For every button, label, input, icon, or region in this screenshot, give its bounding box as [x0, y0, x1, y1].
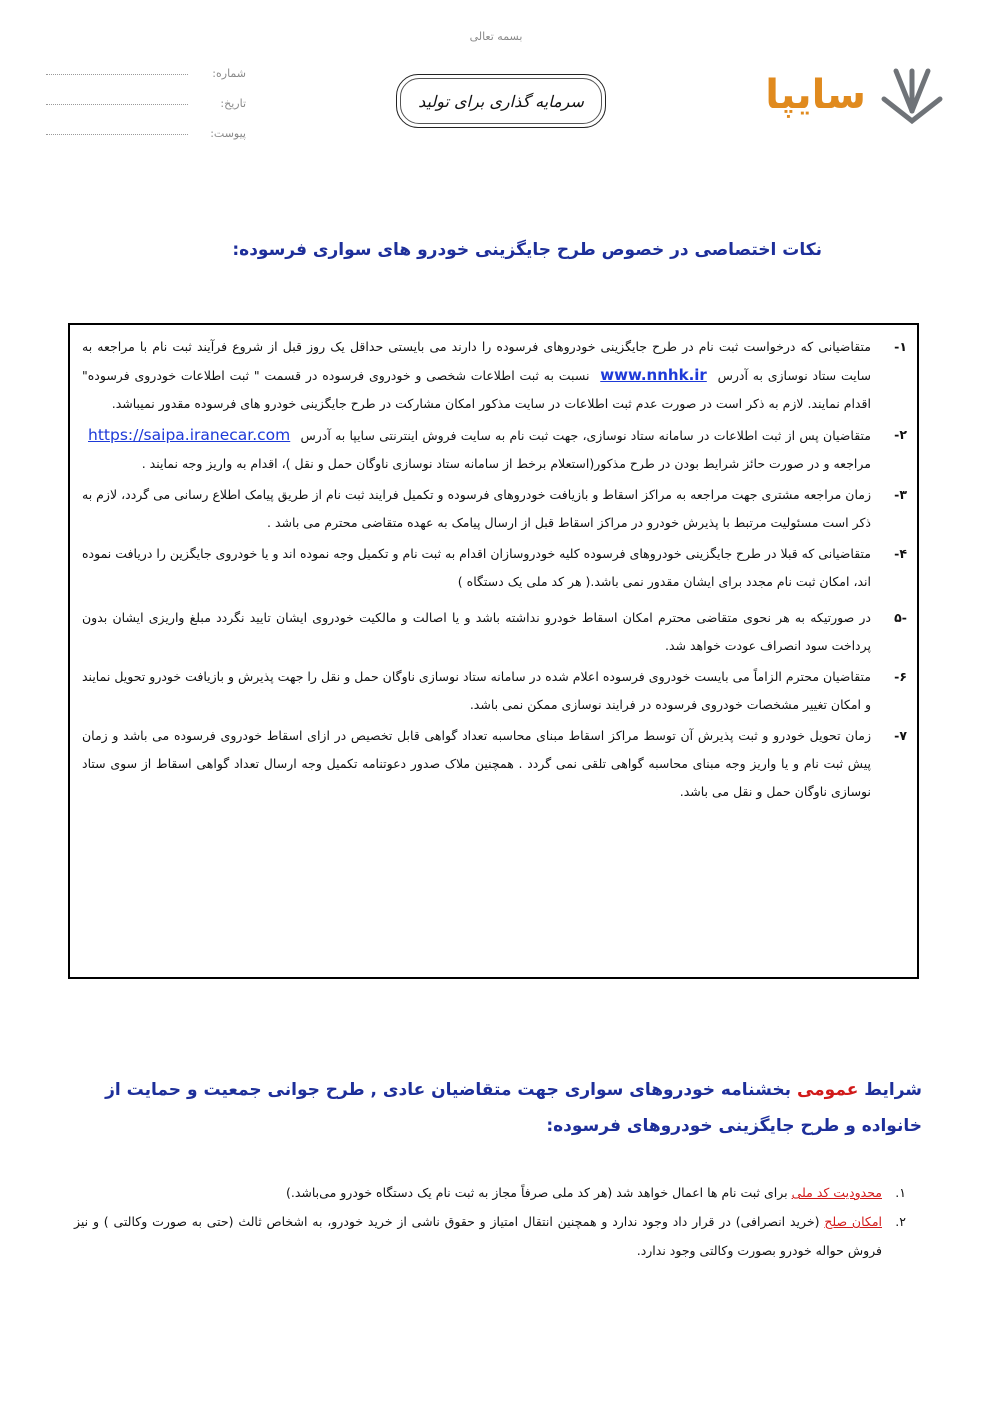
nnhk-link[interactable]: www.nnhk.ir — [600, 366, 707, 384]
letter-meta-fields — [46, 50, 246, 140]
note-number: ۶- — [894, 669, 907, 684]
highlight-term: امکان صلح — [824, 1214, 882, 1229]
note-number: -۵ — [894, 610, 907, 625]
list-item — [74, 1178, 914, 1207]
saipa-sales-link[interactable]: https://saipa.iranecar.com — [88, 426, 291, 444]
section-title-specific-notes: نکات اختصاصی در خصوص طرح جایگزینی خودرو های سواری فرسوده: — [232, 240, 822, 260]
section-title-general-conditions — [70, 1072, 922, 1144]
note-text-part: متقاضیانی که درخواست ثبت نام در طرح جایگزینی خودروهای فرسوده را دارند می بایستی حداقل یک روز قبل از شروع فرآیند ثبت نام با مراجعه به سایت ستاد نوسازی به آدرس — [82, 339, 871, 383]
note-text — [82, 333, 871, 418]
meta-row-number — [46, 50, 246, 80]
note-text: زمان مراجعه مشتری جهت مراجعه به مراکز اسقاط و بازیافت خودروهای فرسوده و تکمیل فرایند ثبت نام از طریق پیامک اطلاع رسانی می گردد، لازم به ذکر است مسئولیت مرتبط با پذیرش خودرو در مراکز اسقاط قبل از ارسال پیامک به عهده متقاضی محترم می باشد . — [82, 487, 871, 530]
note-item — [82, 333, 907, 418]
list-text-part: برای ثبت نام ها اعمال خواهد شد (هر کد ملی صرفاً مجاز به ثبت نام یک دستگاه خودرو می‌باشد.) — [285, 1185, 788, 1200]
list-number: ۲. — [895, 1214, 906, 1229]
meta-label-number: شماره: — [212, 67, 246, 80]
saipa-emblem-icon — [876, 59, 948, 131]
title-part: شرایط — [864, 1080, 922, 1100]
highlight-term: محدودیت کد ملی — [791, 1185, 882, 1200]
note-item — [82, 540, 907, 596]
note-text: زمان تحویل خودرو و ثبت پذیرش آن توسط مراکز اسقاط مبنای محاسبه تعداد گواهی قابل تخصیص در ازای اسقاط خودروی فرسوده می باشد و زمان پیش ثبت نام و یا واریز وجه مبنای محاسبه گواهی تلقی نمی گردد . همچنین ملاک صدور دعوتنامه تکمیل وجه ارسال تعداد گواهی اسقاط از سوی ستاد نوسازی ناوگان حمل و نقل می باشد. — [82, 728, 871, 799]
meta-line-date — [46, 96, 188, 105]
specific-notes-box — [68, 323, 919, 979]
note-text-part: متقاضیان پس از ثبت اطلاعات در سامانه ستاد نوسازی، جهت ثبت نام به سایت فروش اینترنتی سایپا به آدرس — [300, 428, 871, 443]
note-text-part: مراجعه و در صورت حائز شرایط بودن در طرح مذکور(استعلام برخط از سامانه ستاد نوسازی ناوگان حمل و نقل )، اقدام به واریز وجه نمایند . — [141, 456, 871, 471]
list-text — [74, 1207, 882, 1265]
bismillah-header: بسمه تعالی — [469, 30, 523, 43]
logo-text: سایپا — [765, 72, 866, 118]
note-item — [82, 421, 907, 478]
note-text — [82, 421, 871, 478]
note-item — [82, 481, 907, 537]
note-number: ۴- — [894, 546, 907, 561]
company-logo — [718, 58, 948, 132]
meta-row-attachment — [46, 110, 246, 140]
note-item — [82, 604, 907, 660]
meta-line-attachment — [46, 126, 188, 135]
note-item — [82, 663, 907, 719]
note-number: ۷- — [894, 728, 907, 743]
note-text-part: نسبت به ثبت اطلاعات شخصی و خودروی فرسوده در قسمت " ثبت اطلاعات خودروی فرسوده" اقدام نمایند. لازم به ذکر است در صورت عدم ثبت اطلاعات در سایت مذکور امکان مشارکت در طرح جایگزینی خودرو های فرسوده مقدور نمیباشد. — [82, 368, 871, 411]
general-conditions-list — [74, 1178, 914, 1265]
title-part: بخشنامه خودروهای سواری جهت متقاضیان عادی , طرح جوانی جمعیت و حمایت از خانواده و طرح جایگزینی خودروهای فرسوده: — [105, 1080, 922, 1136]
note-item — [82, 722, 907, 806]
title-emphasis: عمومی — [796, 1080, 859, 1100]
note-text: متقاضیانی که قبلا در طرح جایگزینی خودروهای فرسوده کلیه خودروسازان اقدام به ثبت نام و تکمیل وجه نموده اند و یا خودروی جایگزین را دریافت نموده اند، امکان ثبت نام مجدد برای ایشان مقدور نمی باشد.( هر کد ملی یک دستگاه ) — [82, 546, 871, 589]
note-text: متقاضیان محترم الزاماً می بایست خودروی فرسوده اعلام شده در سامانه ستاد نوسازی ناوگان حمل و نقل را جهت پذیرش و بازیافت خودرو تحویل نمایند و امکان تغییر مشخصات خودروی فرسوده در فرایند نوسازی ممکن نمی باشد. — [82, 669, 871, 712]
note-text: در صورتیکه به هر نحوی متقاضی محترم امکان اسقاط خودرو نداشته باشد و یا اصالت و مالکیت خودروی ایشان تایید نگردد مبلغ واریزی ایشان بدون پرداخت سود انصراف عودت خواهد شد. — [82, 610, 871, 653]
note-number: ۱- — [894, 339, 907, 354]
list-text-part: (خرید انصرافی) در قرار داد وجود ندارد و همچنین انتقال امتیاز و حقوق ناشی از خرید خودرو، به اشخاص ثالث (حتی به صورت وکالتی ) و نیز فروش حواله خودرو بصورت وکالتی وجود ندارد. — [74, 1214, 882, 1258]
list-item — [74, 1207, 914, 1265]
meta-label-date: تاریخ: — [220, 97, 246, 110]
note-number: ۲- — [894, 427, 907, 442]
list-number: ۱. — [895, 1185, 906, 1200]
meta-label-attachment: پیوست: — [210, 127, 246, 140]
meta-row-date — [46, 80, 246, 110]
list-text — [74, 1178, 882, 1207]
slogan-badge: سرمایه گذاری برای تولید — [396, 74, 606, 128]
meta-line-number — [46, 66, 188, 75]
note-number: ۳- — [894, 487, 907, 502]
